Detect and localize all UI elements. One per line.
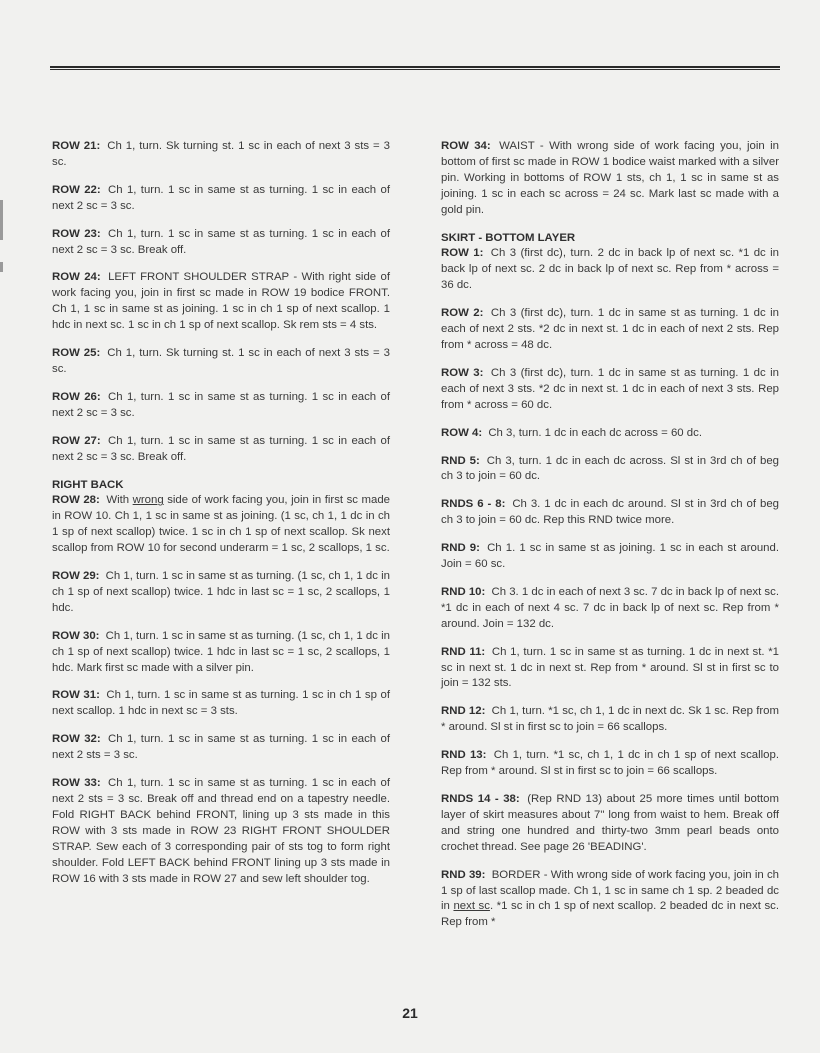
instruction-row [52, 390, 390, 422]
row-label: ROW 32: [52, 733, 101, 746]
instruction-row [52, 346, 390, 378]
skirt-block [441, 231, 779, 295]
row-text: Ch 1, turn. *1 sc, ch 1, 1 dc in next dc. Sk 1 sc. Rep from * around. Sl st in first sc to join = 66 scallops. [441, 705, 779, 734]
instruction-row [441, 792, 779, 856]
row-label: ROW 2: [441, 307, 484, 320]
row-text: Ch 1, turn. 1 sc in same st as turning. 1 sc in each of next 2 sc = 3 sc. [52, 183, 391, 212]
top-rule [50, 66, 780, 70]
row-label: RNDS 6 - 8: [441, 498, 506, 511]
row-text: Ch 3 (first dc), turn. 1 dc in same st as turning. 1 dc in each of next 2 sts. *2 dc in next st. 1 dc in each of next 2 sts. Rep from * across = 48 dc. [441, 307, 779, 351]
row-label: ROW 21: [52, 140, 101, 152]
skirt-heading: SKIRT - BOTTOM LAYER [441, 231, 576, 244]
row-text: Ch 3. 1 dc in each dc around. Sl st in 3rd ch of beg ch 3 to join = 60 dc. Rep this RND twice more. [441, 498, 780, 527]
row-text: WAIST - With wrong side of work facing you, join in bottom of first sc made in ROW 1 bodice waist marked with a silver pin. Working in bottoms of ROW 1 sts, ch 1, 1 sc in same st as joining. 1 sc in each sc across = 24 sc. Mark last sc made with a gold pin. [441, 140, 779, 216]
row-text: Ch 1, turn. 1 sc in same st as turning. (1 sc, ch 1, 1 dc in ch 1 sp of next scallop) twice. 1 hdc in last sc = 1 sc, 2 scallops, 1 hdc. [52, 570, 390, 614]
row-text: LEFT FRONT SHOULDER STRAP - With right side of work facing you, join in first sc made in ROW 19 bodice FRONT. Ch 1, 1 sc in same st as joining. 1 sc in ch 1 sp of next scallop. 1 hdc in next sc. 1 sc in ch 1 sp of next scallop. Sk rem sts = 4 sts. [52, 271, 390, 332]
instruction-row [441, 868, 779, 932]
row-label: ROW 4: [441, 426, 483, 439]
binding-mark [0, 262, 3, 272]
row-text: Ch 1, turn. 1 sc in same st as turning. 1 sc in each of next 2 sts = 3 sc. Break off and thread end on a tapestry needle. Fold RIGHT BACK behind FRONT, lining up 3 sts made in this ROW with 3 sts made in ROW 23 RIGHT FRONT SHOULDER STRAP. Sew each of 3 corresponding pair of sts tog to form right shoulder. Fold LEFT BACK behind FRONT lining up 3 sts made in ROW 16 with 3 sts made in ROW 27 and sew left shoulder tog. [52, 777, 391, 885]
instruction-row [441, 541, 779, 573]
row-text: Ch 1, turn. 1 sc in same st as turning. 1 sc in ch 1 sp of next scallop. 1 hdc in next sc = 3 sts. [52, 689, 390, 718]
row-label: ROW 1: [441, 247, 484, 260]
left-column [52, 139, 390, 899]
row-text: Ch 1, turn. 1 sc in same st as turning. (1 sc, ch 1, 1 dc in ch 1 sp of next scallop) twice. 1 hdc in last sc = 1 sc, 2 scallops, 1 hdc. Mark first sc made with a silver pin. [52, 629, 390, 674]
row-text: Ch 1, turn. 1 sc in same st as turning. 1 sc in each of next 2 sts = 3 sc. [52, 733, 391, 762]
row-text: side of work facing you, join in first sc made in ROW 10. Ch 1, 1 sc in same st as joining. (1 sc, ch 1, 1 dc in ch 1 sp of next scallop) twice. 1 sc in ch 1 sp of next scallop. Sk next scallop from ROW 10 for second underarm = 1 sc, 2 scallops, 1 sc. [52, 494, 390, 555]
row-text: Ch 1, turn. Sk turning st. 1 sc in each of next 3 sts = 3 sc. [52, 347, 391, 375]
page-number: 21 [402, 1005, 418, 1021]
instruction-row [52, 629, 390, 677]
right-back-block [52, 478, 390, 558]
row-label: ROW 24: [52, 271, 101, 284]
row-text: Ch 1, turn. 1 sc in same st as turning. 1 dc in next st. *1 sc in next st. 1 dc in next st. Rep from * around. Sl st in first sc to join = 132 sts. [441, 645, 779, 690]
row-label: RND 13: [441, 749, 487, 762]
instruction-row [441, 748, 779, 780]
row-text: Ch 3 (first dc), turn. 1 dc in same st as turning. 1 dc in each of next 3 sts. *2 dc in next st. 1 dc in each of next 3 sts. Rep from * across = 60 dc. [441, 366, 779, 411]
underlined-word: wrong [132, 494, 164, 507]
row-label: ROW 30: [52, 629, 100, 642]
instruction-row [441, 454, 779, 486]
row-text: Ch 1. 1 sc in same st as joining. 1 sc in each st around. Join = 60 sc. [441, 542, 779, 571]
instruction-row [52, 270, 390, 334]
instruction-row [441, 645, 779, 693]
instruction-row [52, 139, 390, 171]
row-label: RND 9: [441, 542, 480, 555]
row-text: Ch 1, turn. 1 sc in same st as turning. 1 sc in each of next 2 sc = 3 sc. Break off. [52, 227, 391, 256]
instruction-row [441, 139, 779, 219]
row-text: With [106, 494, 130, 507]
underlined-word: next sc [453, 900, 490, 913]
row-label: ROW 25: [52, 347, 101, 360]
row-text: Ch 3, turn. 1 dc in each dc across = 60 dc. [488, 426, 703, 439]
instruction-row [441, 497, 779, 529]
instruction-row [52, 569, 390, 617]
row-text: Ch 1, turn. Sk turning st. 1 sc in each of next 3 sts = 3 sc. [52, 140, 391, 168]
instruction-row [441, 704, 779, 736]
row-label: ROW 3: [441, 366, 484, 379]
row-label: ROW 28: [52, 494, 100, 507]
row-text: . *1 sc in ch 1 sp of next scallop. 2 beaded dc in next sc. Rep from * [441, 900, 780, 929]
row-label: ROW 23: [52, 227, 101, 240]
row-label: ROW 33: [52, 777, 101, 790]
binding-mark [0, 200, 3, 240]
row-text: Ch 1, turn. 1 sc in same st as turning. 1 sc in each of next 2 sc = 3 sc. Break off. [52, 434, 391, 463]
instruction-row [52, 776, 390, 887]
row-label: ROW 29: [52, 570, 100, 583]
instruction-row [441, 366, 779, 414]
right-column [441, 139, 779, 943]
row-label: RND 10: [441, 585, 486, 598]
row-label: RND 39: [441, 868, 486, 881]
row-label: ROW 26: [52, 390, 101, 403]
right-back-heading: RIGHT BACK [52, 478, 124, 491]
row-label: RND 12: [441, 705, 486, 718]
row-label: RND 5: [441, 454, 480, 467]
row-label: ROW 22: [52, 183, 101, 196]
row-text: Ch 3. 1 dc in each of next 3 sc. 7 dc in back lp of next sc. *1 dc in each of next 4 sc. 7 dc in back lp of next sc. Rep from * around. Join = 132 dc. [441, 585, 779, 630]
row-label: ROW 27: [52, 434, 101, 447]
row-text: Ch 3, turn. 1 dc in each dc across. Sl st in 3rd ch of beg ch 3 to join = 60 dc. [441, 454, 779, 483]
instruction-row [52, 227, 390, 259]
row-text: Ch 1, turn. 1 sc in same st as turning. 1 sc in each of next 2 sc = 3 sc. [52, 390, 391, 419]
instruction-row [441, 426, 779, 442]
row-label: ROW 31: [52, 689, 100, 702]
row-text: Ch 1, turn. *1 sc, ch 1, 1 dc in ch 1 sp of next scallop. Rep from * around. Sl st in first sc to join = 66 scallops. [441, 749, 780, 778]
instruction-row [52, 434, 390, 466]
row-text: Ch 3 (first dc), turn. 2 dc in back lp of next sc. *1 dc in back lp of next sc. 2 dc in back lp of next sc. Rep from * across = 36 dc. [441, 247, 779, 292]
row-label: ROW 34: [441, 140, 491, 152]
instruction-row [52, 183, 390, 215]
row-text: BORDER - With wrong side of work facing you, join in ch 1 sp of last scallop made. Ch 1, 1 sc in same ch 1 sp. 2 beaded dc in [441, 868, 780, 913]
row-label: RND 11: [441, 645, 486, 658]
row-label: RNDS 14 - 38: [441, 793, 520, 805]
instruction-row [441, 585, 779, 633]
instruction-row [52, 732, 390, 764]
instruction-row [52, 688, 390, 720]
instruction-row [441, 306, 779, 354]
row-text: (Rep RND 13) about 25 more times until bottom layer of skirt measures about 7" long from waist to hem. Break off and string one hundred and thirty-two 3mm pearl beads onto crochet thread. See page 26 'BEADING'. [441, 793, 779, 853]
